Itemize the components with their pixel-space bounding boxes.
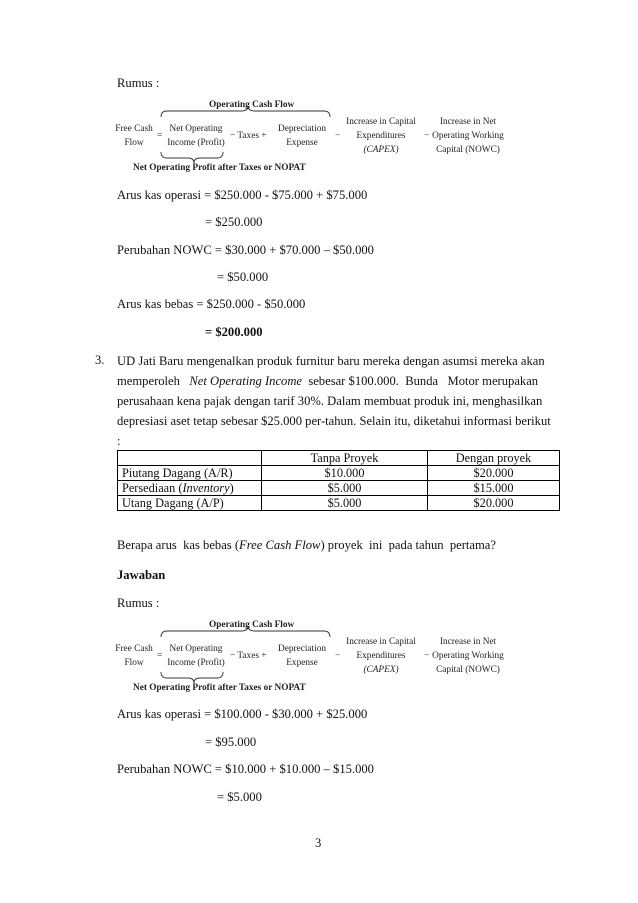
table-header-tanpa: Tanpa Proyek: [262, 451, 428, 466]
rumus-label-2: Rumus :: [117, 596, 160, 610]
table-header-dengan: Dengan proyek: [428, 451, 560, 466]
perubahan-nowc-1: Perubahan NOWC = $30.000 + $70.000 – $50.000: [117, 243, 374, 257]
arus-operasi-result-1: = $250.000: [205, 215, 263, 229]
minus-taxes: − Taxes +: [230, 651, 267, 661]
row-value-tanpa: $10.000: [262, 466, 428, 481]
page-number: 3: [315, 836, 322, 850]
capex-line1: Increase in Capital: [346, 117, 416, 127]
fcf-line1: Free Cash: [115, 644, 153, 654]
problem-line-3: perusahaan kena pajak dengan tarif 30%. Dalam membuat produk ini, menghasilkan: [117, 394, 543, 408]
fcf-formula-2: [113, 620, 508, 702]
row-label: Utang Dagang (A/P): [118, 496, 262, 511]
row-value-tanpa: $5.000: [262, 496, 428, 511]
arus-bebas-1: Arus kas bebas = $250.000 - $50.000: [117, 297, 306, 311]
row-value-dengan: $15.000: [428, 481, 560, 496]
nowc-line3: Capital (NOWC): [436, 665, 500, 675]
problem-line-4: depresiasi aset tetap sebesar $25.000 per-tahun. Selain itu, diketahui informasi berikut: [117, 414, 551, 428]
row-label: Persediaan (Inventory): [118, 481, 262, 496]
table-row: [118, 481, 560, 496]
ocf-label: Operating Cash Flow: [209, 100, 295, 110]
nowc-line2: Operating Working: [432, 131, 504, 141]
problem-paragraph: [117, 351, 562, 451]
table-row: [118, 496, 560, 511]
problem-line-2: memperoleh Net Operating Income sebesar $100.000. Bunda Motor merupakan: [117, 374, 539, 388]
problem-line-1: UD Jati Baru mengenalkan produk furnitur baru mereka dengan asumsi mereka akan: [117, 354, 545, 368]
problem-line-5: :: [117, 434, 121, 448]
arus-operasi-result-2: = $95.000: [205, 735, 257, 749]
nowc-line1: Increase in Net: [439, 117, 497, 127]
dep-line2: Expense: [286, 138, 318, 148]
nopat-label: Net Operating Profit after Taxes or NOPAT: [133, 683, 306, 693]
capex-line3: (CAPEX): [363, 145, 399, 155]
noi-line1: Net Operating: [169, 124, 223, 134]
row-label: Piutang Dagang (A/R): [118, 466, 262, 481]
fcf-line2: Flow: [124, 658, 144, 668]
fcf-line1: Free Cash: [115, 124, 153, 134]
working-capital-table: [117, 450, 560, 511]
dep-line1: Depreciation: [277, 124, 326, 134]
fcf-line2: Flow: [124, 138, 144, 148]
row-value-dengan: $20.000: [428, 466, 560, 481]
minus-sign-2: −: [424, 131, 430, 141]
capex-line3: (CAPEX): [363, 665, 399, 675]
row-value-dengan: $20.000: [428, 496, 560, 511]
nowc-line2: Operating Working: [432, 651, 504, 661]
capex-line2: Expenditures: [356, 131, 406, 141]
perubahan-result-1: = $50.000: [217, 270, 269, 284]
ocf-label: Operating Cash Flow: [209, 620, 295, 630]
net-operating-income-italic: Net Operating Income: [189, 374, 303, 388]
dep-line1: Depreciation: [277, 644, 326, 654]
table-header-row: [118, 451, 560, 466]
minus-taxes: − Taxes +: [230, 131, 267, 141]
question-text: Berapa arus kas bebas (Free Cash Flow) proyek ini pada tahun pertama?: [117, 538, 496, 552]
arus-bebas-result-1: = $200.000: [205, 325, 263, 339]
capex-line1: Increase in Capital: [346, 637, 416, 647]
minus-sign-1: −: [335, 131, 341, 141]
table-header-empty: [118, 451, 262, 466]
rumus-label-1: Rumus :: [117, 76, 160, 90]
jawaban-heading: Jawaban: [117, 568, 166, 582]
minus-sign-2: −: [424, 651, 430, 661]
row-value-tanpa: $5.000: [262, 481, 428, 496]
table-row: [118, 466, 560, 481]
nowc-line3: Capital (NOWC): [436, 145, 500, 155]
fcf-formula-1: [113, 100, 508, 182]
noi-line2: Income (Profit): [167, 138, 225, 148]
minus-sign-1: −: [335, 651, 341, 661]
arus-operasi-2: Arus kas operasi = $100.000 - $30.000 + $25.000: [117, 707, 368, 721]
arus-operasi-1: Arus kas operasi = $250.000 - $75.000 + $75.000: [117, 188, 368, 202]
perubahan-nowc-2: Perubahan NOWC = $10.000 + $10.000 – $15.000: [117, 762, 374, 776]
noi-line2: Income (Profit): [167, 658, 225, 668]
equals-sign: =: [157, 651, 163, 661]
noi-line1: Net Operating: [169, 644, 223, 654]
perubahan-result-2: = $5.000: [217, 790, 262, 804]
equals-sign: =: [157, 131, 163, 141]
nowc-line1: Increase in Net: [439, 637, 497, 647]
nopat-label: Net Operating Profit after Taxes or NOPAT: [133, 163, 306, 173]
dep-line2: Expense: [286, 658, 318, 668]
problem-number: 3.: [95, 353, 105, 367]
capex-line2: Expenditures: [356, 651, 406, 661]
